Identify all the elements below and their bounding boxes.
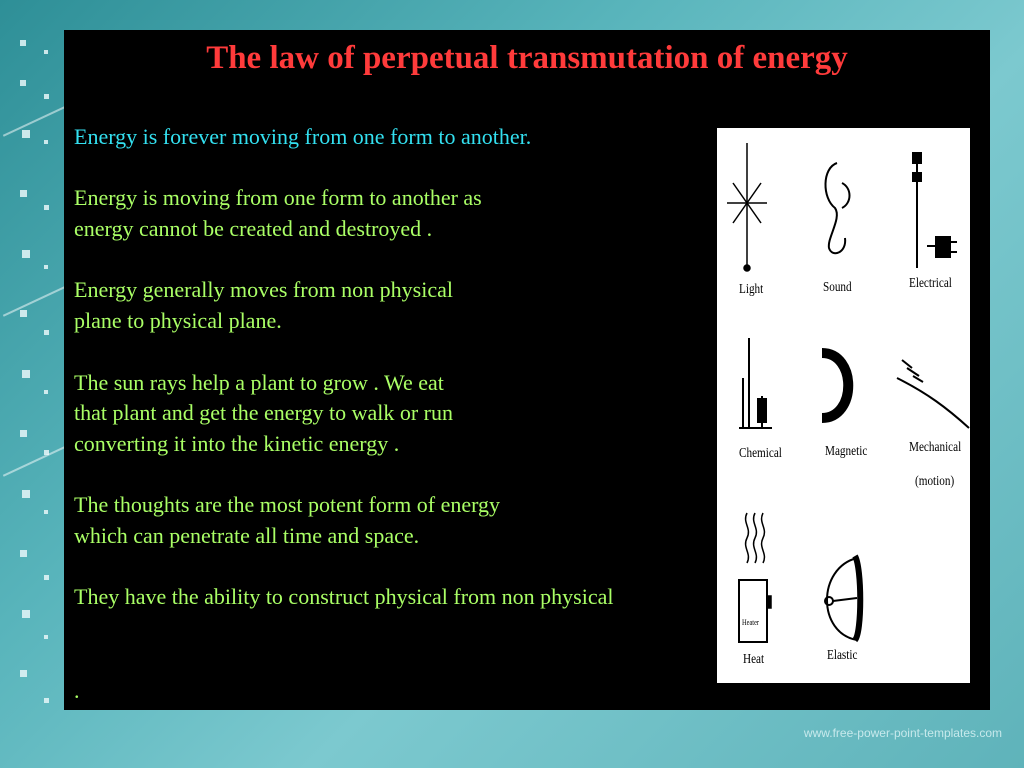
text-line: Energy is forever moving from one form to another.	[74, 124, 532, 149]
mechanical-icon	[897, 360, 969, 428]
text-line: The thoughts are the most potent form of energy	[74, 492, 501, 518]
text-line: converting it into the kinetic energy .	[74, 430, 400, 456]
heat-label: Heat	[743, 652, 765, 667]
text-line: The sun rays help a plant to grow . We eat	[74, 369, 444, 395]
electrical-label: Electrical	[909, 276, 952, 291]
heater-box-label: Heater	[742, 618, 760, 627]
paragraph	[74, 275, 714, 336]
paragraph	[74, 183, 714, 244]
mechanical-label: Mechanical	[909, 440, 962, 455]
light-label: Light	[739, 282, 764, 297]
sound-label: Sound	[823, 280, 852, 295]
magnetic-label: Magnetic	[825, 444, 868, 459]
text-line: plane to physical plane.	[74, 308, 282, 334]
paragraph	[74, 368, 714, 460]
elastic-icon	[825, 556, 860, 640]
trailing-dot: .	[74, 678, 80, 703]
body-text	[74, 122, 714, 613]
text-line: which can penetrate all time and space.	[74, 523, 420, 549]
text-line: energy cannot be created and destroyed .	[74, 216, 433, 242]
decorative-dot-pattern	[18, 30, 58, 730]
elastic-label: Elastic	[827, 648, 858, 663]
electrical-icon	[913, 153, 957, 268]
light-icon	[727, 143, 767, 271]
text-line: that plant and get the energy to walk or run	[74, 400, 453, 426]
chemical-icon	[739, 338, 772, 428]
slide-title: The law of perpetual transmutation of energy	[206, 40, 848, 76]
chemical-label: Chemical	[739, 446, 782, 461]
text-line: They have the ability to construct physical from non physical	[74, 584, 614, 610]
sound-icon	[825, 163, 849, 253]
content-panel	[64, 30, 990, 710]
text-line: Energy generally moves from non physical	[74, 277, 453, 303]
mechanical-sublabel: (motion)	[915, 474, 955, 489]
energy-forms-figure	[717, 128, 970, 683]
paragraph	[74, 122, 714, 153]
magnetic-icon	[822, 353, 848, 418]
paragraph	[74, 582, 714, 613]
paragraph	[74, 490, 714, 551]
text-line: Energy is moving from one form to another as	[74, 185, 482, 211]
footer-url: www.free-power-point-templates.com	[803, 726, 1002, 740]
